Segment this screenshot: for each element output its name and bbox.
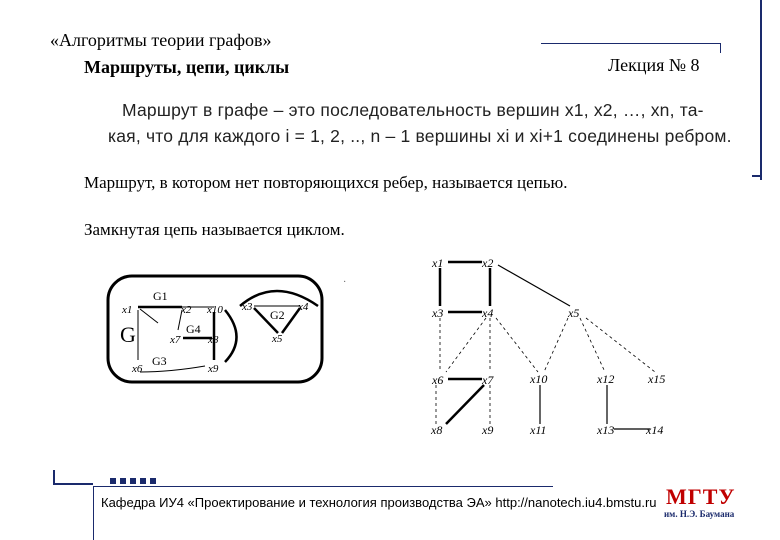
subgraph-label-g3: G3	[152, 354, 167, 368]
footer-vert-rule	[93, 486, 94, 540]
left-vertex: x10	[207, 304, 223, 316]
left-vertex: x3	[242, 301, 253, 313]
right-vertex: x11	[530, 423, 547, 437]
right-vertex: x7	[482, 373, 494, 387]
right-vertex: x12	[597, 372, 615, 386]
right-vertex: x2	[482, 256, 494, 270]
footer-department: Кафедра ИУ4 «Проектирование и технология производства ЭА» http://nanotech.iu4.bmstu.ru	[101, 495, 657, 510]
right-vertex: x15	[648, 372, 666, 386]
left-vertex: x5	[272, 333, 283, 345]
definition-line-1: Маршрут в графе – это последовательность вершин x1, x2, …, xn, та-	[122, 100, 704, 120]
right-vertex: x1	[432, 256, 444, 270]
left-vertex: x8	[208, 334, 219, 346]
svg-text:·: ·	[343, 277, 347, 288]
right-vertex: x9	[482, 423, 494, 437]
subgraph-label-g1: G1	[153, 289, 168, 303]
cycle-definition: Замкнутая цепь называется циклом.	[84, 220, 345, 239]
chain-definition: Маршрут, в котором нет повторяющихся ребер, называется цепью.	[84, 173, 568, 192]
lecture-number: Лекция № 8	[608, 55, 700, 75]
graph-g-label: G	[120, 322, 136, 347]
left-vertex: x7	[170, 334, 181, 346]
right-vertex: x14	[646, 423, 664, 437]
footer-dots	[110, 478, 156, 484]
topic-title: Маршруты, цепи, циклы	[84, 57, 290, 77]
university-logo-subtitle: им. Н.Э. Баумана	[664, 509, 735, 519]
left-vertex: x2	[181, 304, 192, 316]
right-graph	[430, 256, 665, 437]
left-graph	[108, 276, 346, 382]
right-vertex: x5	[568, 306, 580, 320]
left-vertex: x4	[298, 301, 309, 313]
definition-line-2: кая, что для каждого i = 1, 2, .., n – 1 вершины xi и xi+1 соединены ребром.	[108, 126, 732, 146]
right-vertex: x6	[432, 373, 444, 387]
left-vertex: x1	[122, 304, 133, 316]
footer-decor-vert	[53, 470, 55, 484]
university-logo: МГТУ	[666, 484, 736, 509]
left-vertex: x9	[208, 363, 219, 375]
right-vertex: x3	[432, 306, 444, 320]
footer-rule	[93, 486, 553, 487]
left-vertex: x6	[132, 363, 143, 375]
right-vertex: x10	[530, 372, 548, 386]
subgraph-label-g2: G2	[270, 308, 285, 322]
right-vertex: x8	[431, 423, 443, 437]
right-vertex: x4	[482, 306, 494, 320]
right-vertex: x13	[597, 423, 615, 437]
course-title: «Алгоритмы теории графов»	[50, 30, 272, 50]
subgraph-label-g4: G4	[186, 322, 201, 336]
footer-decor-h	[53, 483, 93, 485]
